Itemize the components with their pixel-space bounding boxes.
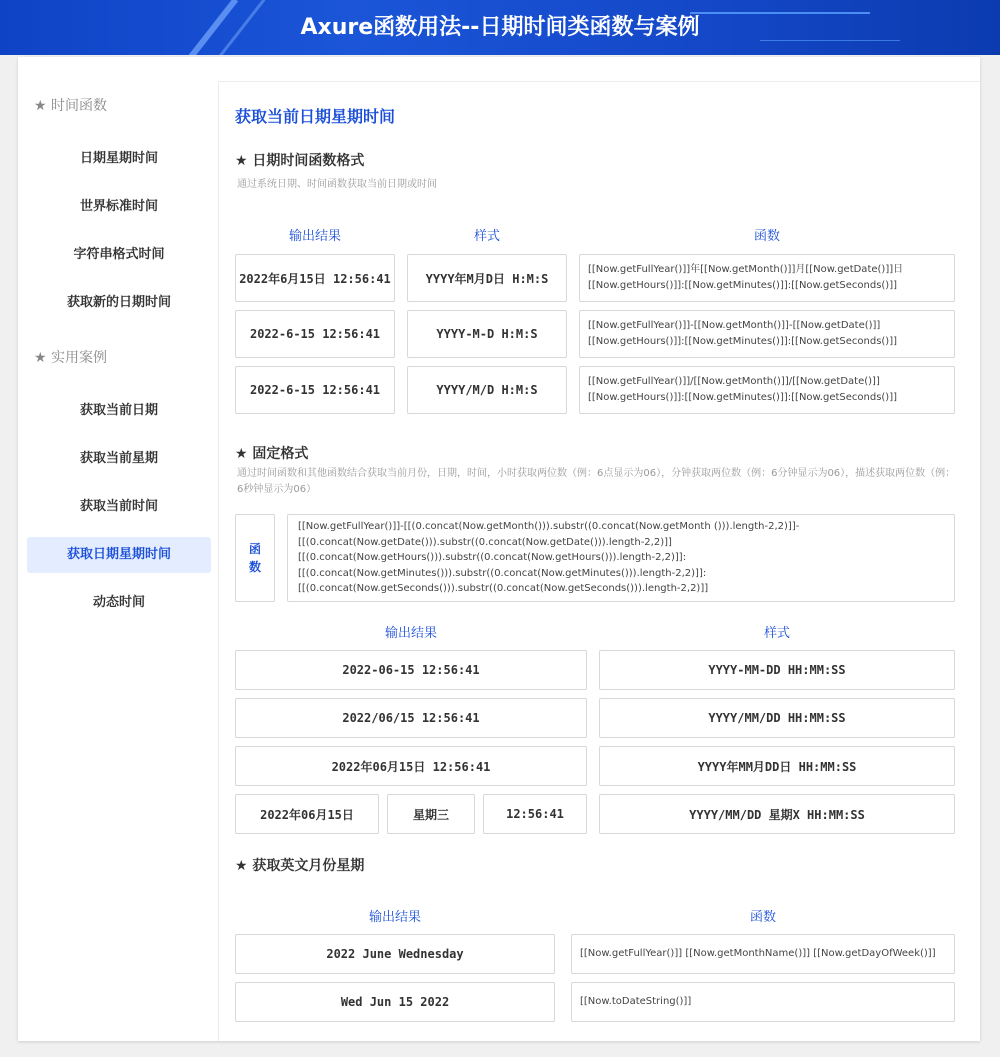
sidebar-item-date-week-time[interactable]: 日期星期时间 [79, 151, 158, 166]
style-box: YYYY/MM/DD HH:MM:SS [599, 698, 955, 738]
sidebar-item-utc-time[interactable]: 世界标准时间 [79, 199, 158, 214]
function-box: [[Now.getFullYear()]]-[[Now.getMonth()]]-[[Now.getDate()]] [[Now.getHours()]]:[[Now.getMinutes()]]:[[Now.getSeconds()]] [579, 310, 955, 358]
style-box: YYYY/M/D H:M:S [407, 366, 567, 414]
function-box: [[Now.toDateString()]] [571, 982, 955, 1022]
header-banner [0, 0, 1000, 55]
column-header-style: 样式 [763, 626, 790, 641]
column-header-result: 输出结果 [288, 229, 341, 244]
section-description: 通过系统日期、时间函数获取当前日期或时间 [237, 179, 437, 190]
output-result-box: 2022-06-15 12:56:41 [235, 650, 587, 690]
function-box: [[Now.getFullYear()]] [[Now.getMonthName()]] [[Now.getDayOfWeek()]] [571, 934, 955, 974]
column-header-result: 输出结果 [384, 626, 437, 641]
sidebar-item-string-format-time[interactable]: 字符串格式时间 [73, 247, 165, 262]
sidebar-item-current-weekday[interactable]: 获取当前星期 [79, 451, 158, 466]
column-header-style: 样式 [473, 229, 500, 244]
sidebar-group-time-functions: ★ 时间函数 [34, 98, 108, 114]
output-result-box: 2022年6月15日 12:56:41 [235, 254, 395, 302]
output-date-box: 2022年06月15日 [235, 794, 379, 834]
content-card [18, 57, 980, 1041]
function-box: [[Now.getFullYear()]]年[[Now.getMonth()]]月[[Now.getDate()]]日 [[Now.getHours()]]:[[Now.getMinutes()]]:[[Now.getSeconds()]] [579, 254, 955, 302]
sidebar-group-cases: ★ 实用案例 [34, 350, 108, 366]
sidebar-item-new-date-time[interactable]: 获取新的日期时间 [66, 295, 171, 310]
sidebar-item-date-weekday-time-active[interactable]: 获取日期星期时间 [27, 537, 211, 573]
column-header-function: 函数 [749, 910, 776, 925]
function-label: 函数 [248, 542, 261, 574]
section-title: ★ 固定格式 [235, 446, 309, 462]
output-result-box: 2022/06/15 12:56:41 [235, 698, 587, 738]
section-description: 通过时间函数和其他函数结合获取当前月份，日期，时间，小时获取两位数（例：6点显示为06），分钟获取两位数（例：6分钟显示为06），描述获取两位数（例：6秒钟显示为06） [237, 468, 956, 495]
sidebar-item-current-date[interactable]: 获取当前日期 [79, 403, 158, 418]
output-result-box: 2022-6-15 12:56:41 [235, 366, 395, 414]
column-header-result: 输出结果 [368, 910, 421, 925]
output-time-box: 12:56:41 [483, 794, 587, 834]
sidebar [18, 57, 218, 1041]
page-header-title: Axure函数用法--日期时间类函数与案例 [300, 15, 700, 40]
style-box: YYYY-M-D H:M:S [407, 310, 567, 358]
output-weekday-box: 星期三 [387, 794, 475, 834]
output-result-box: Wed Jun 15 2022 [235, 982, 555, 1022]
output-result-box: 2022年06月15日 12:56:41 [235, 746, 587, 786]
function-box: [[Now.getFullYear()]]/[[Now.getMonth()]]/[[Now.getDate()]] [[Now.getHours()]]:[[Now.getMinutes()]]:[[Now.getSeconds()]] [579, 366, 955, 414]
column-header-function: 函数 [753, 229, 780, 244]
section-title: ★ 日期时间函数格式 [235, 153, 365, 169]
function-box: [[Now.getFullYear()]]-[[(0.concat(Now.getMonth())).substr((0.concat(Now.getMonth ())).length-2,2)]]-[[(0.concat(Now.getDate())).substr((0.concat(Now.getDate())).length-2,2)]] [[(0.concat(Now.getHours())).substr((0.concat(Now.getHours())).length-2,2)]]:[[(0.concat(Now.getMinutes())).substr((0.concat(Now.getMinutes())).length-2,2)]]:[[(0.concat(Now.getSeconds())).substr((0.concat(Now.getSeconds())).length-2,2)]] [287, 514, 955, 602]
section-title: ★ 获取英文月份星期 [235, 858, 365, 874]
function-label-box [235, 514, 275, 602]
style-box: YYYY年MM月DD日 HH:MM:SS [599, 746, 955, 786]
sidebar-item-dynamic-time[interactable]: 动态时间 [92, 595, 145, 610]
style-box: YYYY-MM-DD HH:MM:SS [599, 650, 955, 690]
sidebar-item-current-time[interactable]: 获取当前时间 [79, 499, 158, 514]
page-title: 获取当前日期星期时间 [235, 107, 396, 126]
main-content [218, 81, 980, 1041]
style-box: YYYY年M月D日 H:M:S [407, 254, 567, 302]
style-box: YYYY/MM/DD 星期X HH:MM:SS [599, 794, 955, 834]
output-result-box: 2022-6-15 12:56:41 [235, 310, 395, 358]
output-result-box: 2022 June Wednesday [235, 934, 555, 974]
